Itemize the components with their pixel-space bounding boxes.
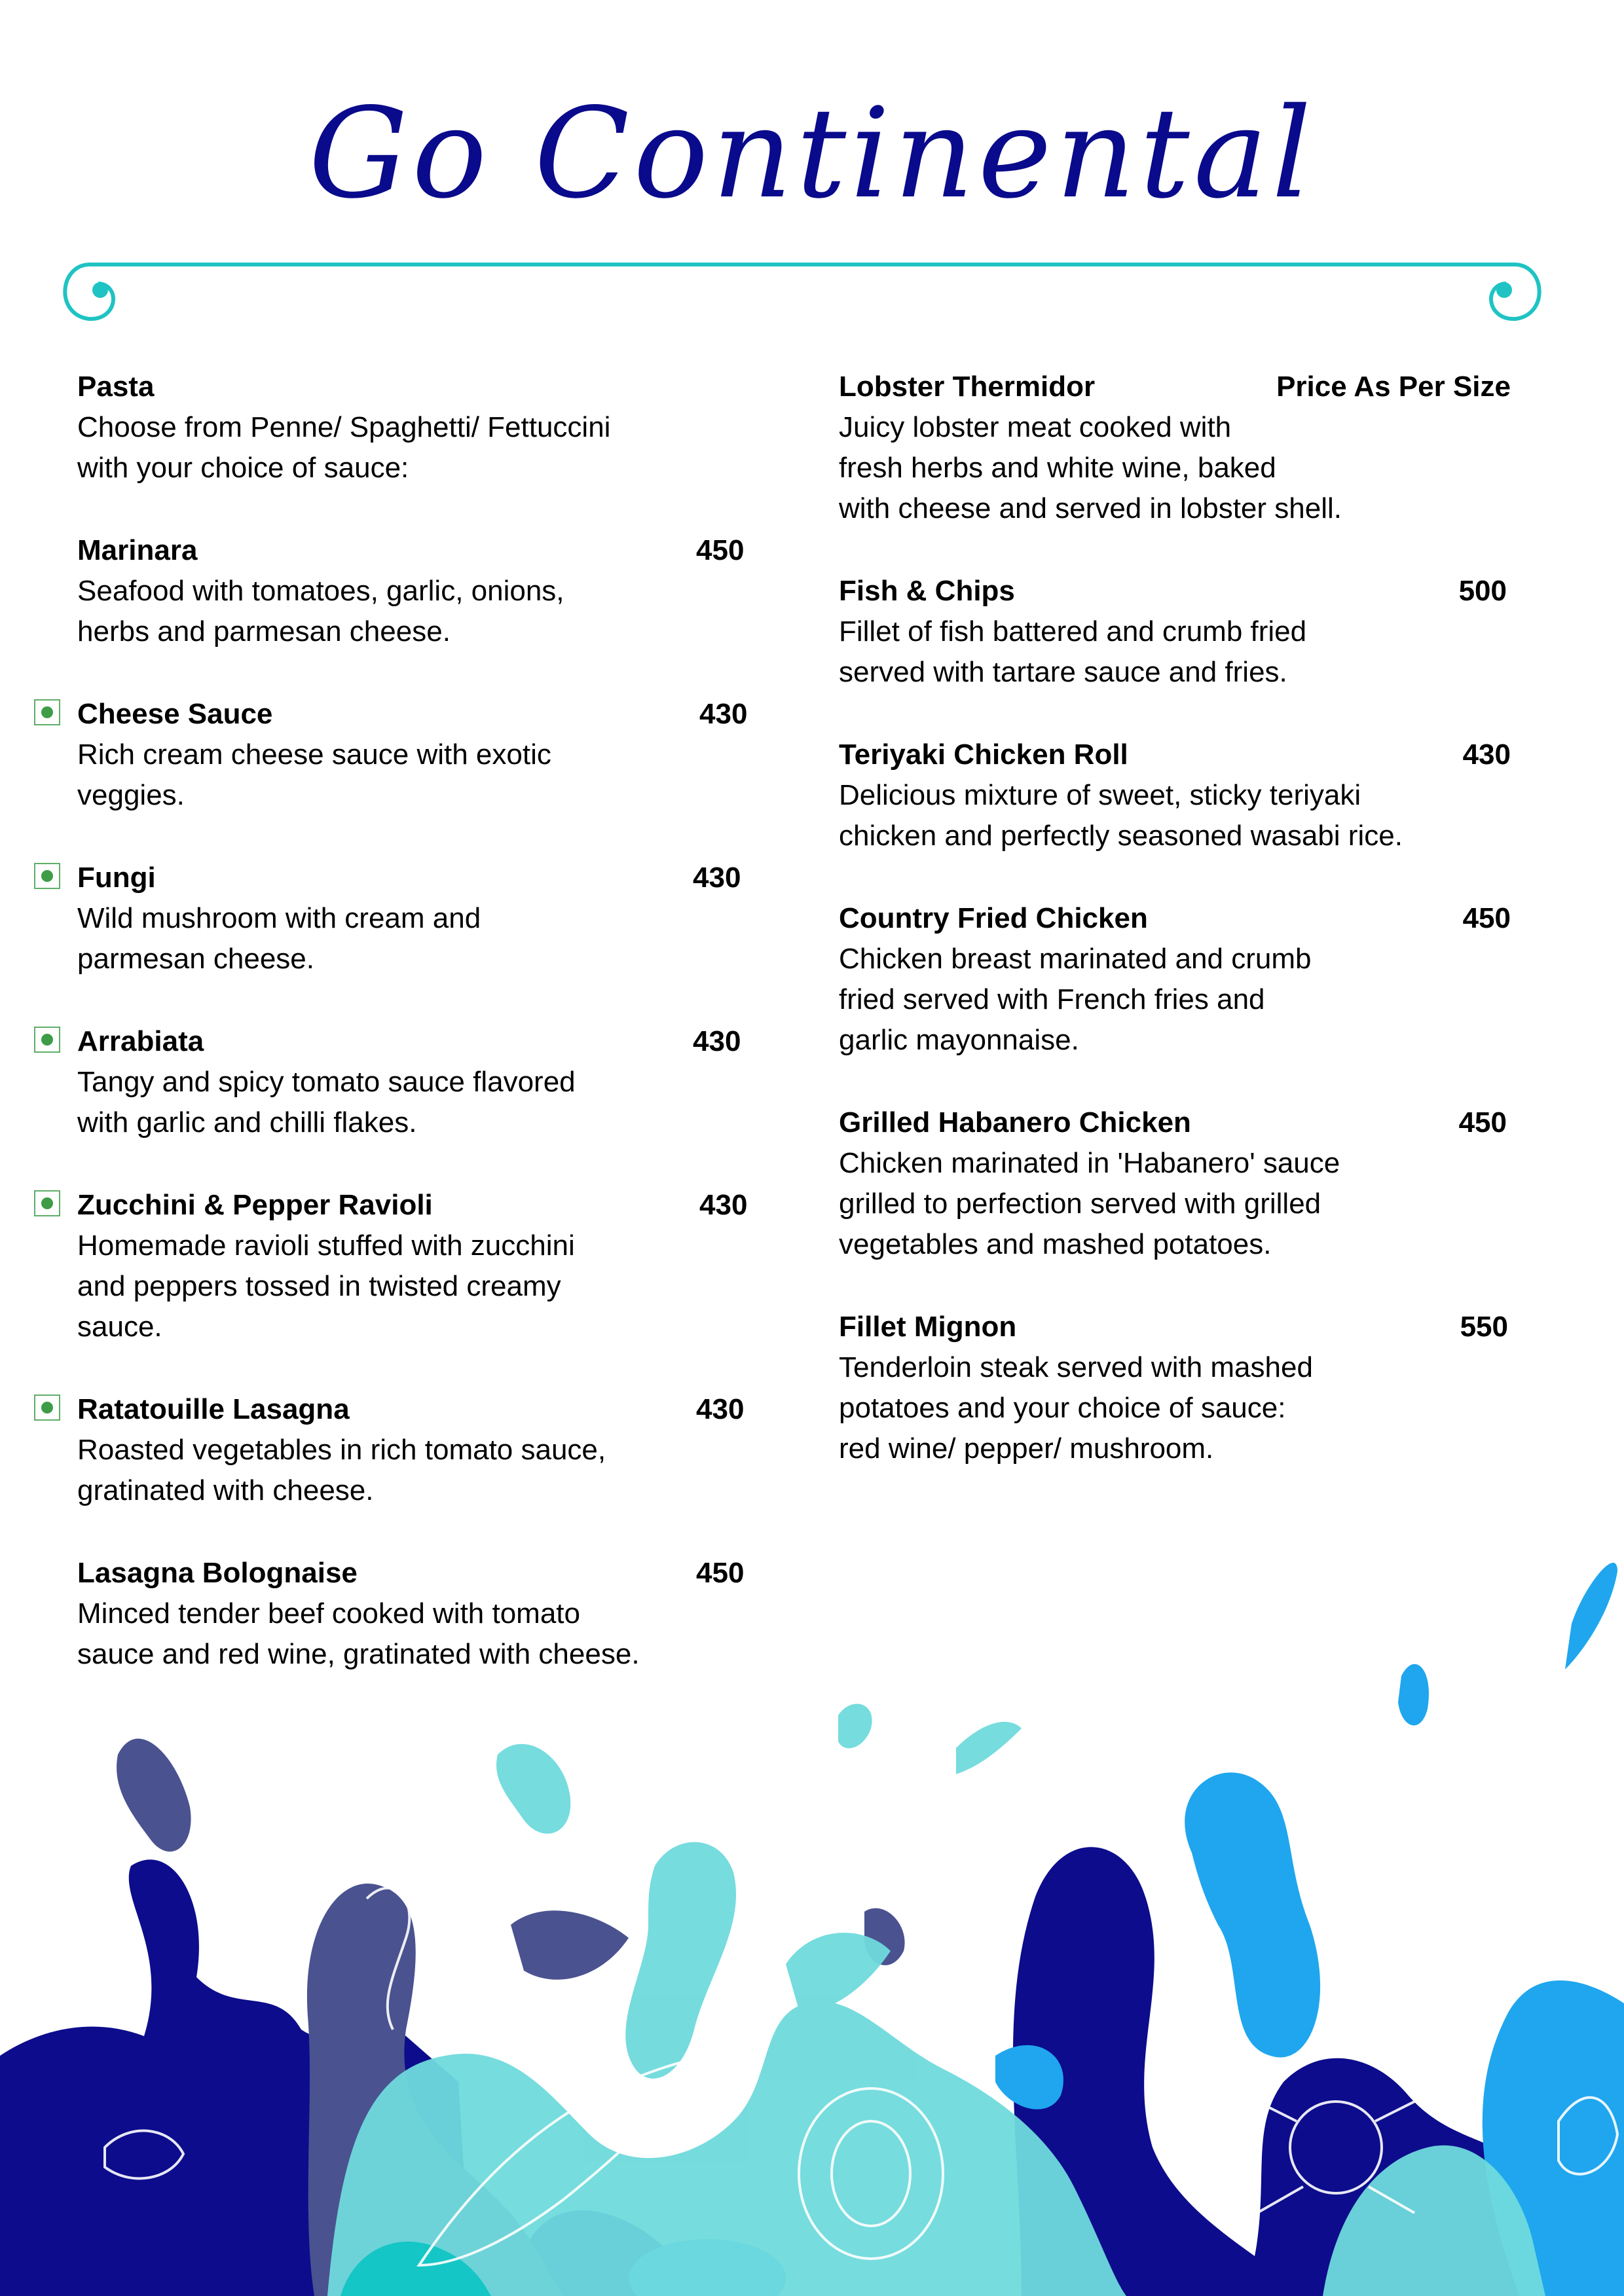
item-desc: Seafood with tomatoes, garlic, onions, herbs and parmesan cheese. (77, 575, 564, 647)
item-name: Lobster Thermidor (839, 371, 1096, 403)
veg-icon (34, 1027, 60, 1053)
item-price: 450 (1458, 1106, 1507, 1139)
item-price: 430 (693, 862, 741, 894)
item-name: Lasagna Bolognaise (77, 1557, 358, 1589)
item-desc: Homemade ravioli stuffed with zucchini and peppers tossed in twisted creamy sauce. (77, 1230, 575, 1343)
item-name: Ratatouille Lasagna (77, 1393, 350, 1425)
item-name: Cheese Sauce (77, 698, 273, 730)
item-name: Grilled Habanero Chicken (839, 1106, 1191, 1139)
item-desc: Chicken marinated in 'Habanero' sauce grilled to perfection served with grilled vegetables and mashed potatoes. (839, 1147, 1340, 1260)
item-price: 450 (696, 1557, 745, 1589)
item-name: Marinara (77, 534, 198, 566)
menu-item-arrabiata (77, 1021, 745, 1143)
item-price: 430 (699, 698, 748, 730)
item-desc: Wild mushroom with cream and parmesan cheese. (77, 902, 481, 975)
item-desc: Tangy and spicy tomato sauce flavored with garlic and chilli flakes. (77, 1066, 576, 1139)
item-name: Arrabiata (77, 1025, 204, 1057)
item-desc: Minced tender beef cooked with tomato sauce and red wine, gratinated with cheese. (77, 1597, 640, 1670)
menu-item-fillet-mignon (839, 1307, 1511, 1469)
item-price: 430 (693, 1025, 741, 1057)
veg-icon (34, 1190, 60, 1216)
menu-item-zucchini-pepper-ravioli (77, 1185, 748, 1347)
item-price: 430 (696, 1393, 745, 1425)
item-price: 450 (696, 534, 745, 566)
item-price: 450 (1462, 902, 1511, 934)
item-price: 430 (1462, 738, 1511, 771)
seafood-splash-illustration (0, 1558, 1624, 2296)
item-name: Fungi (77, 862, 156, 894)
item-desc: Roasted vegetables in rich tomato sauce, gratinated with cheese. (77, 1434, 606, 1506)
item-price: 430 (699, 1189, 748, 1221)
pasta-intro (77, 367, 745, 488)
item-name: Fish & Chips (839, 575, 1015, 607)
item-desc: Rich cream cheese sauce with exotic veggies. (77, 738, 551, 811)
divider-ornament (62, 259, 1542, 331)
menu-item-lobster-thermidor (839, 367, 1511, 529)
menu-item-fish-chips (839, 571, 1511, 693)
item-price: 550 (1460, 1311, 1508, 1343)
item-name: Teriyaki Chicken Roll (839, 738, 1128, 771)
menu-item-grilled-habanero-chicken (839, 1102, 1511, 1265)
item-price: 500 (1458, 575, 1507, 607)
menu-item-cheese-sauce (77, 694, 748, 816)
pasta-intro-desc: Choose from Penne/ Spaghetti/ Fettuccini with your choice of sauce: (77, 411, 611, 484)
item-desc: Juicy lobster meat cooked with fresh herbs and white wine, baked with cheese and served in lobster shell. (839, 411, 1342, 524)
item-name: Fillet Mignon (839, 1311, 1017, 1343)
menu-item-teriyaki-chicken-roll (839, 735, 1511, 856)
menu-item-fungi (77, 858, 745, 979)
item-desc: Chicken breast marinated and crumb fried served with French fries and garlic mayonnaise. (839, 943, 1312, 1056)
item-name: Zucchini & Pepper Ravioli (77, 1189, 433, 1221)
item-price: Price As Per Size (1276, 371, 1511, 403)
item-desc: Delicious mixture of sweet, sticky teriyaki chicken and perfectly seasoned wasabi rice. (839, 779, 1403, 852)
item-desc: Tenderloin steak served with mashed potatoes and your choice of sauce: red wine/ pepper/ mushroom. (839, 1351, 1313, 1465)
menu-item-country-fried-chicken (839, 898, 1511, 1061)
veg-icon (34, 699, 60, 725)
veg-icon (34, 1394, 60, 1421)
veg-icon (34, 863, 60, 889)
menu-title: Go Continental (308, 81, 1316, 226)
pasta-heading: Pasta (77, 371, 155, 403)
item-name: Country Fried Chicken (839, 902, 1148, 934)
item-desc: Fillet of fish battered and crumb fried served with tartare sauce and fries. (839, 615, 1307, 688)
menu-item-marinara (77, 530, 745, 652)
menu-item-ratatouille-lasagna (77, 1389, 745, 1511)
